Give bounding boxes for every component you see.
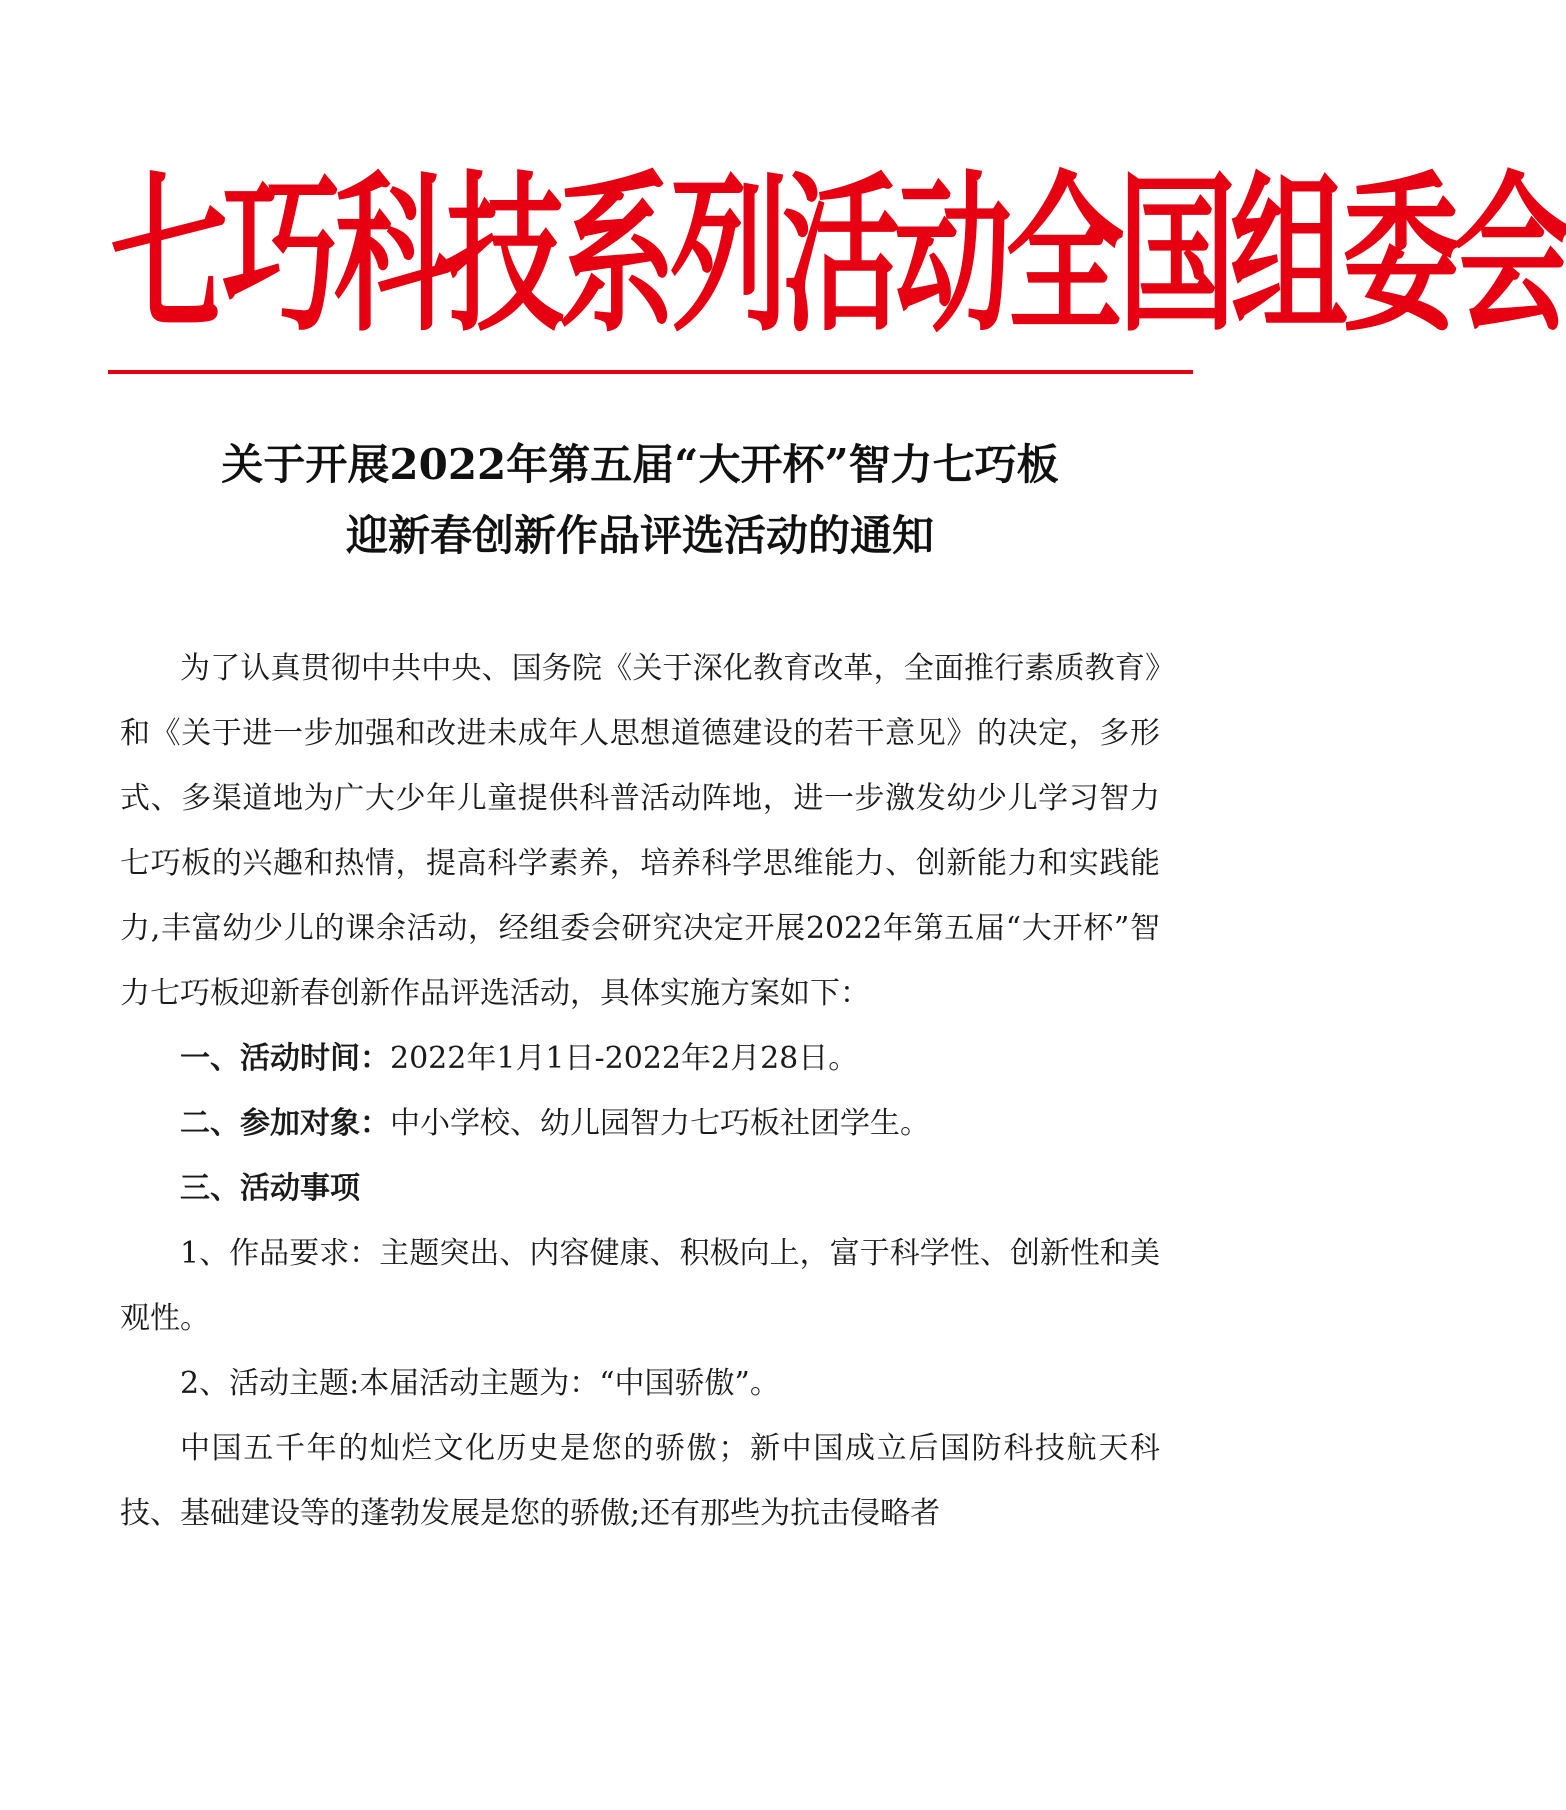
item-theme-description: 中国五千年的灿烂文化历史是您的骄傲；新中国成立后国防科技航天科技、基础建设等的蓬勃发展是您的骄傲;还有那些为抗击侵略者 xyxy=(120,1431,1160,1531)
section-activity-items xyxy=(120,1156,1160,1221)
item-requirements: 1、作品要求：主题突出、内容健康、积极向上，富于科学性、创新性和美观性。 xyxy=(120,1236,1160,1336)
section-activity-time xyxy=(120,1026,1160,1091)
section-heading: 二、参加对象： xyxy=(180,1106,390,1141)
notice-body xyxy=(120,636,1160,1546)
notice-title-line-2: 迎新春创新作品评选活动的通知 xyxy=(345,511,934,560)
notice-title-line-1: 关于开展2022年第五届“大开杯”智力七巧板 xyxy=(221,440,1059,489)
section-text: 2022年1月1日-2022年2月28日。 xyxy=(390,1041,859,1076)
masthead-red-rule xyxy=(108,370,1193,374)
intro-paragraph: 为了认真贯彻中共中央、国务院《关于深化教育改革，全面推行素质教育》和《关于进一步加强和改进未成年人思想道德建设的若干意见》的决定，多形式、多渠道地为广大少年儿童提供科普活动阵地，进一步激发幼少儿学习智力七巧板的兴趣和热情，提高科学素养，培养科学思维能力、创新能力和实践能力,丰富幼少儿的课余活动，经组委会研究决定开展2022年第五届“大开杯”智力七巧板迎新春创新作品评选活动，具体实施方案如下： xyxy=(120,651,1160,1011)
section-heading: 三、活动事项 xyxy=(180,1171,360,1206)
section-participants xyxy=(120,1091,1160,1156)
section-text: 中小学校、幼儿园智力七巧板社团学生。 xyxy=(390,1106,930,1141)
masthead: 七巧科技系列活动全国组委会 xyxy=(110,154,1566,356)
section-heading: 一、活动时间： xyxy=(180,1041,390,1076)
item-theme: 2、活动主题:本届活动主题为：“中国骄傲”。 xyxy=(180,1366,780,1401)
